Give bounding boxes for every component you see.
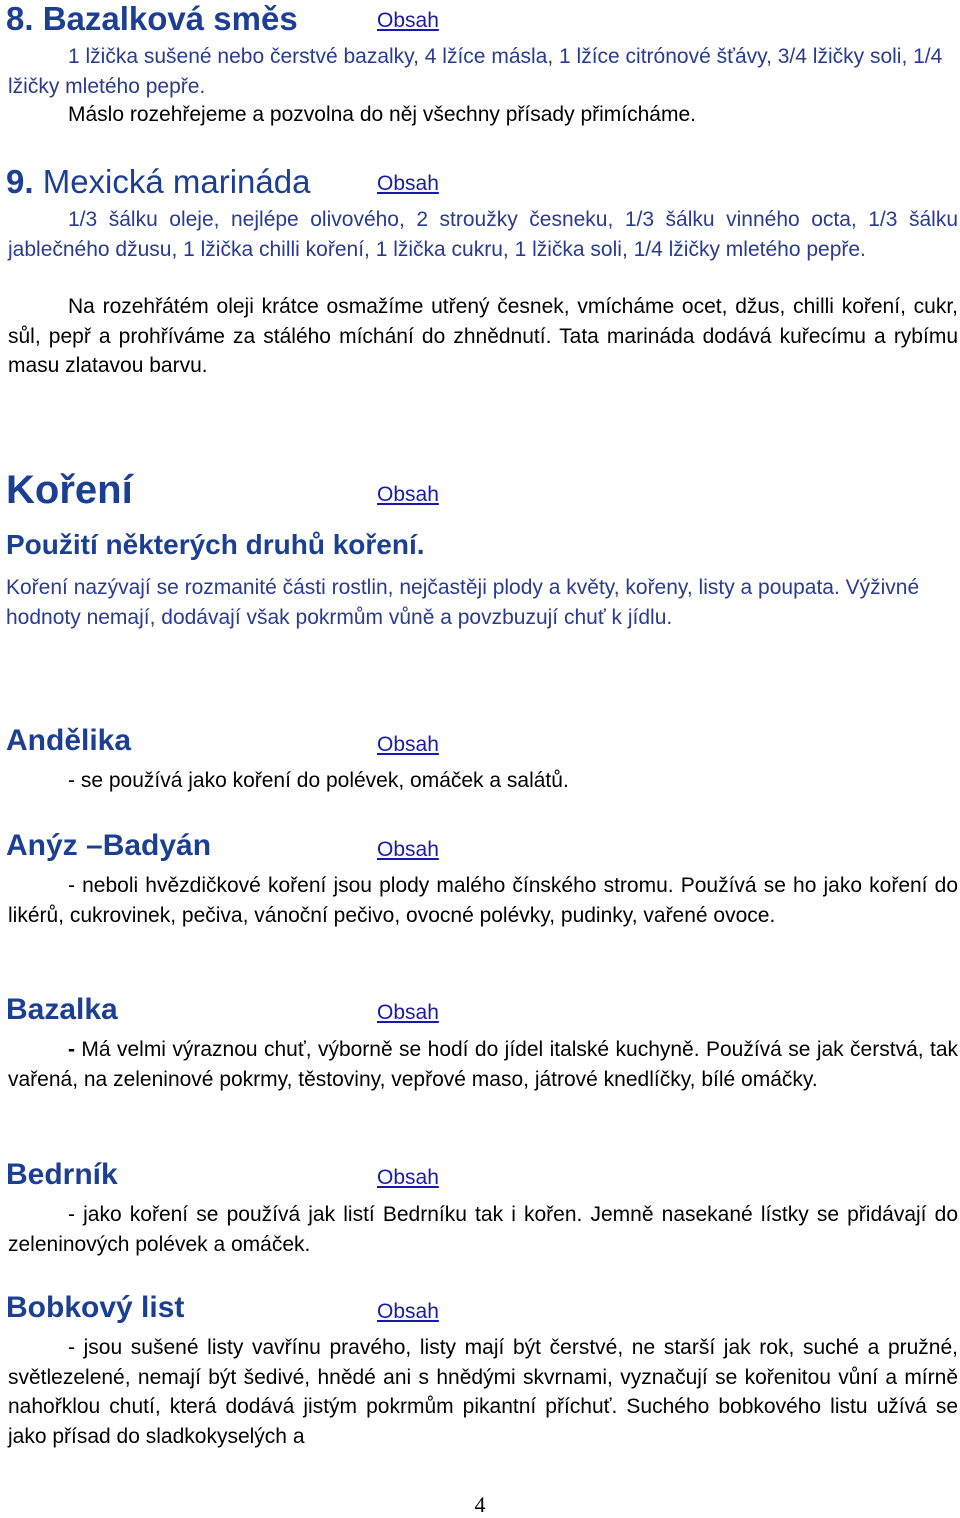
toc-link-bedrnik[interactable]: Obsah (377, 1166, 439, 1189)
spice-text-bazalka (8, 1035, 958, 1094)
recipe-9-number: 9. (6, 163, 34, 200)
spices-section-heading: Koření (6, 468, 133, 512)
toc-link-bobkovy-list[interactable]: Obsah (377, 1300, 439, 1323)
spice-text-bedrnik: - jako koření se používá jak listí Bedrníku tak i kořen. Jemně nasekané lístky se přidávají do zeleninových polévek a omáček. (8, 1203, 958, 1256)
recipe-8-heading: 8. Bazalková směs (6, 0, 298, 37)
toc-link-bazalka[interactable]: Obsah (377, 1001, 439, 1024)
recipe-8-ingredients: 1 lžička sušené nebo čerstvé bazalky, 4 lžíce másla, 1 lžíce citrónové šťávy, 3/4 lžičky soli, 1/4 lžičky mletého pepře. (8, 45, 943, 98)
spice-text-bazalka-dash: - (68, 1038, 75, 1061)
spice-text-anyz-badyan: - neboli hvězdičkové koření jsou plody malého čínského stromu. Používá se ho jako koření do likérů, cukrovinek, pečiva, vánoční pečivo, ovocné polévky, pudinky, vařené ovoce. (8, 874, 958, 927)
recipe-9-instructions: Na rozehřátém oleji krátce osmažíme utřený česnek, vmícháme ocet, džus, chilli koření, cukr, sůl, pepř a prohříváme za stálého míchání do zhnědnutí. Tata marináda dodává kuřecímu a rybímu masu zlatavou barvu. (8, 295, 958, 377)
toc-link-andelika[interactable]: Obsah (377, 733, 439, 756)
spice-heading-anyz-badyan: Anýz –Badyán (6, 829, 212, 862)
spice-text-andelika: - se používá jako koření do polévek, omáček a salátů. (68, 769, 569, 792)
recipe-8-instructions: Máslo rozehřejeme a pozvolna do něj všechny přísady přimícháme. (68, 103, 696, 126)
spice-heading-bazalka: Bazalka (6, 993, 118, 1026)
toc-link-anyz-badyan[interactable]: Obsah (377, 838, 439, 861)
recipe-9-ingredients: 1/3 šálku oleje, nejlépe olivového, 2 stroužky česneku, 1/3 šálku vinného octa, 1/3 šálku jablečného džusu, 1 lžička chilli koření, 1 lžička cukru, 1 lžička soli, 1/4 lžičky mletého pepře. (8, 208, 958, 261)
page-number: 4 (474, 1492, 486, 1517)
spice-heading-bobkovy-list: Bobkový list (6, 1291, 185, 1324)
recipe-9-heading (6, 165, 310, 199)
recipe-9-title: Mexická marináda (42, 163, 311, 200)
spice-heading-bedrnik: Bedrník (6, 1158, 118, 1191)
spices-subheading: Použití některých druhů koření. (6, 529, 425, 560)
spice-text-bazalka-body: Má velmi výraznou chuť, výborně se hodí do jídel italské kuchyně. Používá se jak čerstvá, tak vařená, na zeleninové pokrmy, těstoviny, vepřové maso, játrové knedlíčky, bílé omáčky. (8, 1038, 958, 1091)
toc-link-spices[interactable]: Obsah (377, 483, 439, 506)
spices-intro: Koření nazývají se rozmanité části rostlin, nejčastěji plody a květy, kořeny, listy a poupata. Výživné hodnoty nemají, dodávají však pokrmům vůně a povzbuzují chuť k jídlu. (6, 576, 920, 629)
spice-text-bobkovy-list: - jsou sušené listy vavřínu pravého, listy mají být čerstvé, ne starší jak rok, suché a pružné, světlezelené, nemají být šedivé, hnědé ani s hnědými skvrnami, vyznačují se kořenitou vůní a mírně nahořklou chutí, která dodává jistým pokrmům pikantní příchuť. Suchého bobkového listu užívá se jako přísad do sladkokyselých a (8, 1336, 958, 1448)
spice-heading-andelika: Andělika (6, 724, 132, 757)
toc-link-recipe-8[interactable]: Obsah (377, 9, 439, 32)
toc-link-recipe-9[interactable]: Obsah (377, 172, 439, 195)
